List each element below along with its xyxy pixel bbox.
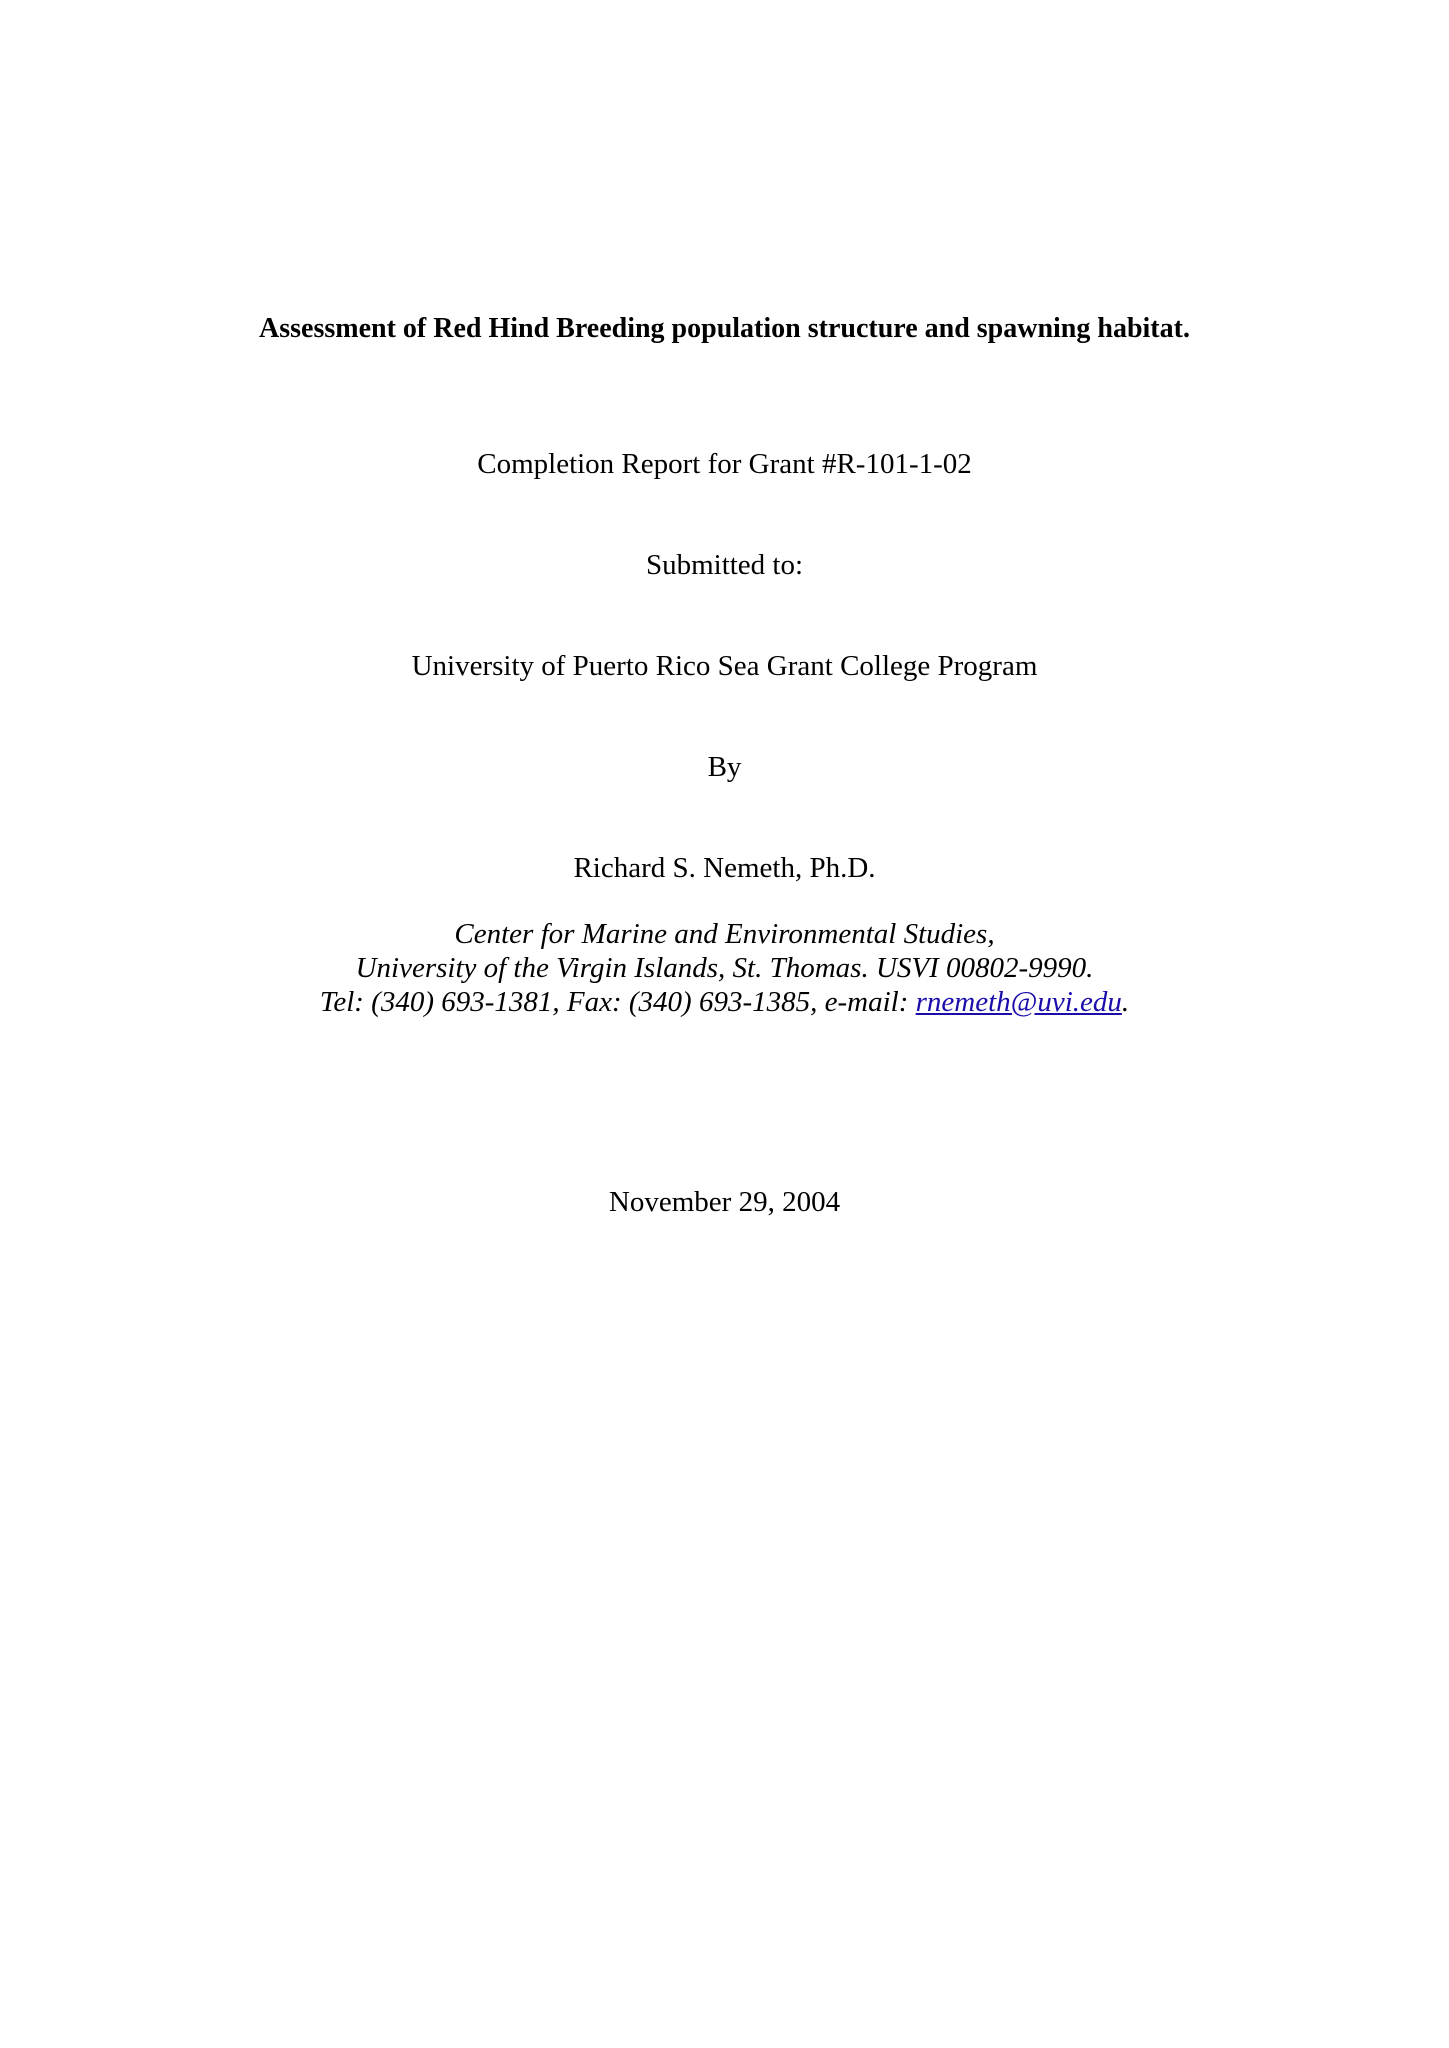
report-date: November 29, 2004 [608, 1186, 841, 1218]
author-name: Richard S. Nemeth, Ph.D. [573, 852, 876, 884]
report-title: Assessment of Red Hind Breeding population structure and spawning habitat. [259, 313, 1190, 344]
email-link[interactable]: rnemeth@uvi.edu [915, 986, 1122, 1018]
contact-suffix: . [1121, 986, 1130, 1018]
report-subtitle: Completion Report for Grant #R-101-1-02 [477, 448, 972, 480]
contact-line [0, 985, 1449, 1019]
contact-prefix: Tel: (340) 693-1381, Fax: (340) 693-1385, e-mail: [319, 986, 916, 1018]
affiliation-line-1: Center for Marine and Environmental Studies, [454, 918, 995, 950]
affiliation-line-2: University of the Virgin Islands, St. Thomas. USVI 00802-9990. [355, 952, 1094, 984]
author-affiliation [0, 917, 1449, 1019]
by-label: By [707, 751, 742, 783]
submitted-to-label: Submitted to: [645, 549, 804, 581]
program-name: University of Puerto Rico Sea Grant College Program [411, 650, 1038, 682]
